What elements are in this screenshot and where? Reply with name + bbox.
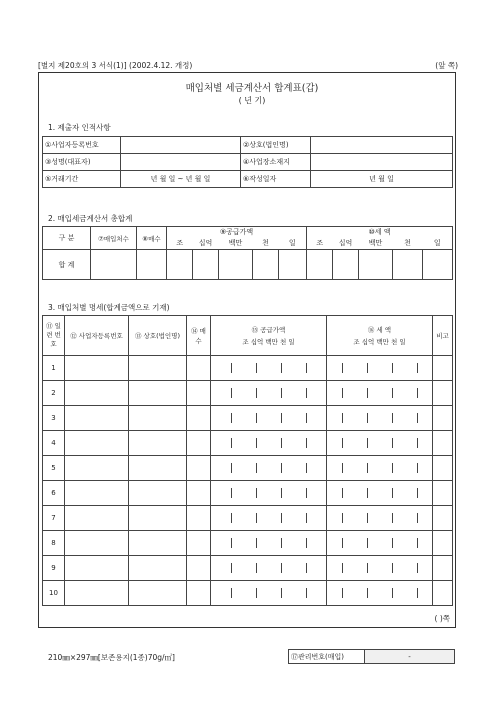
tax-unit: 조 [307, 238, 333, 250]
tax-cell[interactable] [327, 481, 433, 506]
tax-cell[interactable] [359, 250, 393, 280]
table-row [43, 556, 453, 581]
supply-unit: 백만 [219, 238, 253, 250]
serial-no-header: ⑪ 일련 번호 [43, 316, 65, 356]
supply-cell[interactable] [219, 250, 253, 280]
detail-table [42, 315, 453, 606]
reg-no-cell[interactable] [65, 431, 129, 456]
digit-separator [392, 363, 393, 373]
digit-separator [281, 488, 282, 498]
digit-separator [367, 563, 368, 573]
name-label: ③성명(대표자) [43, 154, 121, 171]
table-row [43, 356, 453, 381]
digit-separator [367, 488, 368, 498]
digit-separator [306, 588, 307, 598]
tax-unit: 천 [393, 238, 423, 250]
company-cell[interactable] [129, 506, 187, 531]
digit-separator [306, 563, 307, 573]
tax-unit: 백만 [359, 238, 393, 250]
digit-separator [231, 588, 232, 598]
sheet-count-field[interactable] [137, 250, 167, 280]
supply-unit: 십억 [193, 238, 219, 250]
digit-separator [281, 388, 282, 398]
supply-cell[interactable] [211, 481, 327, 506]
tax-title: ⑯ 세 액 [367, 325, 392, 334]
digit-separator [417, 438, 418, 448]
company-cell[interactable] [129, 481, 187, 506]
digit-separator [306, 463, 307, 473]
digit-separator [342, 413, 343, 423]
digit-separator [281, 538, 282, 548]
page-side: (앞 쪽) [435, 61, 458, 70]
serial-cell: 2 [43, 381, 65, 406]
digit-separator [281, 413, 282, 423]
table-row [43, 531, 453, 556]
address-label: ④사업장소재지 [241, 154, 311, 171]
digit-separator [367, 388, 368, 398]
company-cell[interactable] [129, 456, 187, 481]
digit-separator [342, 438, 343, 448]
digit-separator [306, 488, 307, 498]
tax-cell[interactable] [327, 456, 433, 481]
tax-cell[interactable] [327, 581, 433, 606]
digit-separator [231, 513, 232, 523]
digit-separator [256, 538, 257, 548]
digit-separator [392, 513, 393, 523]
supply-cell[interactable] [167, 250, 193, 280]
digit-separator [342, 513, 343, 523]
digit-separator [256, 463, 257, 473]
note-cell[interactable] [433, 406, 453, 431]
reg-no-cell[interactable] [65, 556, 129, 581]
total-table [42, 226, 453, 280]
digit-separator [342, 363, 343, 373]
reg-no-cell[interactable] [65, 356, 129, 381]
digit-separator [367, 538, 368, 548]
tax-unit: 십억 [333, 238, 359, 250]
address-field[interactable] [311, 154, 453, 171]
digit-separator [256, 438, 257, 448]
mgmt-field[interactable]: - [365, 650, 455, 664]
serial-cell: 7 [43, 506, 65, 531]
digit-separator [281, 363, 282, 373]
digit-separator [231, 438, 232, 448]
supply-unit: 일 [279, 238, 307, 250]
digit-separator [281, 563, 282, 573]
reg-no-cell[interactable] [65, 381, 129, 406]
table-row [43, 581, 453, 606]
reg-no-cell[interactable] [65, 456, 129, 481]
serial-cell: 10 [43, 581, 65, 606]
note-cell[interactable] [433, 556, 453, 581]
company-label: ②상호(법인명) [241, 137, 311, 154]
digit-separator [417, 388, 418, 398]
serial-cell: 1 [43, 356, 65, 381]
reg-no-cell[interactable] [65, 581, 129, 606]
tax-unit: 일 [423, 238, 453, 250]
year-period: ( 년 기) [238, 96, 266, 105]
digit-separator [342, 388, 343, 398]
reg-no-cell[interactable] [65, 506, 129, 531]
digit-separator [256, 488, 257, 498]
tax-cell[interactable] [393, 250, 423, 280]
form-reference: [별지 제20호의 3 서식(1)] (2002.4.12. 개정) [38, 61, 193, 70]
reg-no-cell[interactable] [65, 531, 129, 556]
digit-separator [342, 463, 343, 473]
note-cell[interactable] [433, 431, 453, 456]
digit-separator [392, 563, 393, 573]
tax-cell[interactable] [327, 431, 433, 456]
digit-separator [281, 588, 282, 598]
digit-separator [231, 463, 232, 473]
tax-units: 조 십억 백만 천 일 [353, 337, 406, 346]
digit-separator [306, 363, 307, 373]
digit-separator [367, 413, 368, 423]
company-cell[interactable] [129, 556, 187, 581]
total-label: 합 계 [43, 250, 91, 280]
tax-cell[interactable] [327, 406, 433, 431]
digit-separator [417, 363, 418, 373]
table-row [43, 431, 453, 456]
digit-separator [256, 588, 257, 598]
digit-separator [281, 463, 282, 473]
digit-separator [231, 413, 232, 423]
digit-separator [417, 488, 418, 498]
company-cell[interactable] [129, 406, 187, 431]
form-title: 매입처별 세금계산서 합계표(갑) [185, 83, 319, 94]
count-cell[interactable] [187, 381, 211, 406]
digit-separator [281, 438, 282, 448]
reg-no-cell[interactable] [65, 406, 129, 431]
supply-cell[interactable] [211, 556, 327, 581]
digit-separator [342, 538, 343, 548]
supply-header [211, 316, 327, 356]
note-cell[interactable] [433, 356, 453, 381]
tax-cell[interactable] [327, 356, 433, 381]
section1-heading: 1. 제출자 인적사항 [48, 123, 111, 132]
serial-cell: 3 [43, 406, 65, 431]
period-field[interactable]: 년 월 일 ~ 년 월 일 [121, 171, 241, 188]
count-cell[interactable] [187, 406, 211, 431]
table-row [43, 381, 453, 406]
digit-separator [417, 513, 418, 523]
count-header: ⑭ 매수 [187, 316, 211, 356]
note-cell[interactable] [433, 481, 453, 506]
tax-cell[interactable] [333, 250, 359, 280]
note-cell[interactable] [433, 506, 453, 531]
digit-separator [231, 488, 232, 498]
digit-separator [342, 563, 343, 573]
digit-separator [306, 438, 307, 448]
supply-cell[interactable] [253, 250, 279, 280]
supply-unit: 조 [167, 238, 193, 250]
digit-separator [256, 513, 257, 523]
count-cell[interactable] [187, 356, 211, 381]
date-field[interactable]: 년 월 일 [311, 171, 453, 188]
tax-header [327, 316, 433, 356]
supply-cell[interactable] [211, 506, 327, 531]
digit-separator [417, 413, 418, 423]
digit-separator [306, 413, 307, 423]
serial-cell: 9 [43, 556, 65, 581]
note-header: 비고 [433, 316, 453, 356]
count-cell[interactable] [187, 456, 211, 481]
digit-separator [392, 388, 393, 398]
supply-cell[interactable] [279, 250, 307, 280]
table-row [43, 506, 453, 531]
company-field[interactable] [311, 137, 453, 154]
digit-separator [417, 588, 418, 598]
digit-separator [256, 563, 257, 573]
digit-separator [417, 463, 418, 473]
supply-cell[interactable] [193, 250, 219, 280]
supply-cell[interactable] [211, 531, 327, 556]
digit-separator [231, 563, 232, 573]
digit-separator [367, 438, 368, 448]
supply-cell[interactable] [211, 406, 327, 431]
digit-separator [367, 588, 368, 598]
digit-separator [417, 563, 418, 573]
tax-cell[interactable] [307, 250, 333, 280]
digit-separator [256, 363, 257, 373]
digit-separator [367, 513, 368, 523]
supply-cell[interactable] [211, 456, 327, 481]
company-cell[interactable] [129, 431, 187, 456]
mgmt-box [288, 649, 455, 664]
serial-cell: 5 [43, 456, 65, 481]
digit-separator [231, 538, 232, 548]
tax-cell[interactable] [327, 531, 433, 556]
digit-separator [392, 438, 393, 448]
note-cell[interactable] [433, 531, 453, 556]
count-cell[interactable] [187, 581, 211, 606]
digit-separator [306, 388, 307, 398]
page-number: ( )쪽 [434, 614, 450, 623]
count-cell[interactable] [187, 531, 211, 556]
paper-spec: 210㎜×297㎜[보존용지(1종)70g/㎡] [48, 653, 175, 662]
table-row [43, 456, 453, 481]
company-header: ⑬ 상호(법인명) [129, 316, 187, 356]
digit-separator [417, 538, 418, 548]
section2-heading: 2. 매입세금계산서 총합계 [48, 214, 133, 223]
digit-separator [306, 513, 307, 523]
supply-header: ⑨공급가액 [167, 227, 307, 238]
reg-no-cell[interactable] [65, 481, 129, 506]
digit-separator [306, 538, 307, 548]
company-cell[interactable] [129, 356, 187, 381]
reg-no-label: ①사업자등록번호 [43, 137, 121, 154]
digit-separator [256, 413, 257, 423]
period-label: ⑤거래기간 [43, 171, 121, 188]
supply-cell[interactable] [211, 431, 327, 456]
count-cell[interactable] [187, 431, 211, 456]
company-cell[interactable] [129, 531, 187, 556]
company-cell[interactable] [129, 581, 187, 606]
digit-separator [231, 388, 232, 398]
digit-separator [367, 463, 368, 473]
note-cell[interactable] [433, 381, 453, 406]
digit-separator [367, 363, 368, 373]
digit-separator [342, 488, 343, 498]
digit-separator [392, 588, 393, 598]
section3-heading: 3. 매입처별 명세(합계금액으로 기재) [48, 303, 170, 312]
digit-separator [392, 488, 393, 498]
company-cell[interactable] [129, 381, 187, 406]
supply-unit: 천 [253, 238, 279, 250]
table-row [43, 406, 453, 431]
note-cell[interactable] [433, 581, 453, 606]
sheet-count-header: ⑧매수 [137, 227, 167, 250]
serial-cell: 6 [43, 481, 65, 506]
date-label: ⑥작성일자 [241, 171, 311, 188]
digit-separator [392, 538, 393, 548]
tax-cell[interactable] [327, 556, 433, 581]
digit-separator [342, 588, 343, 598]
mgmt-label: ⑰관리번호(매입) [289, 650, 365, 664]
supply-units: 조 십억 백만 천 일 [242, 337, 295, 346]
reg-no-header: ⑫ 사업자등록번호 [65, 316, 129, 356]
digit-separator [231, 363, 232, 373]
tax-cell[interactable] [423, 250, 453, 280]
count-cell[interactable] [187, 506, 211, 531]
submitter-table [42, 136, 453, 188]
vendor-count-field[interactable] [91, 250, 137, 280]
tax-cell[interactable] [327, 381, 433, 406]
supply-cell[interactable] [211, 356, 327, 381]
tax-header: ⑩세 액 [307, 227, 453, 238]
name-field[interactable] [121, 154, 241, 171]
supply-cell[interactable] [211, 581, 327, 606]
table-row [43, 481, 453, 506]
supply-title: ⑮ 공급가액 [251, 325, 286, 334]
count-cell[interactable] [187, 556, 211, 581]
count-cell[interactable] [187, 481, 211, 506]
gubun-header: 구 분 [43, 227, 91, 250]
supply-cell[interactable] [211, 381, 327, 406]
serial-cell: 4 [43, 431, 65, 456]
note-cell[interactable] [433, 456, 453, 481]
digit-separator [256, 388, 257, 398]
digit-separator [281, 513, 282, 523]
reg-no-field[interactable] [121, 137, 241, 154]
digit-separator [392, 413, 393, 423]
serial-cell: 8 [43, 531, 65, 556]
tax-cell[interactable] [327, 506, 433, 531]
digit-separator [392, 463, 393, 473]
vendor-count-header: ⑦매입처수 [91, 227, 137, 250]
